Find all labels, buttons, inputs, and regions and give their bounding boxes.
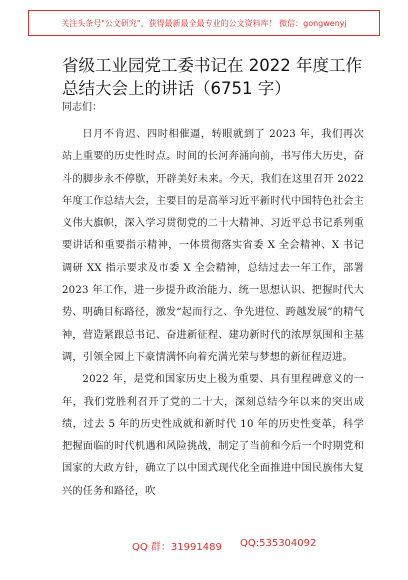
paragraph: 2022 年，是党和国家历史上极为重要、具有里程碑意义的一年，我们党胜利召开了党的二十大，深刻总结今年以来的突出成绩，过去 5 年的历史性成就和新时代 10 年的历史性变革，科学把握面临的时代机遇和风险挑战，制定了当前和今后一个时期党和国家的大政方针，确立了以中国式现代化全面推进中国民族伟大复兴的任务和路径，吹 — [62, 374, 364, 497]
qq-group-number: QQ 群：31991489 — [132, 542, 222, 553]
document-body — [62, 124, 364, 503]
header-banner-text: 关注头条号"公文研究"，获得最新最全最专业的公文资料库！ 微信：gongwenyj — [61, 18, 347, 28]
paragraph: 日月不肯迟、四时相催逼，转眼就到了 2023 年，我们再次站上重要的历史性时点。时间的长河奔涌向前，书写伟大历史，奋斗的脚步永不停歇，开辟美好未来。今天，我们在这里召开 2022 年度工作总结大会，主要目的是高举习近平新时代中国特色社会主义伟大旗帜，深入学习贯彻党的二十大精神、习近平总书记系列重要讲话和重要指示精神，一体贯彻落实省委 X 全会精神、X 书记调研 XX 指示要求及市委 X 全会精神，总结过去一年工作，部署 2023 年工作，进一步提升政治能力、统一思想认识、把握时代大势、明确目标路径，激发“起而行之、争先进位、跨越发展”的精气神，营造紧跟总书记、奋进新征程、建功新时代的浓厚氛围和主基调，引领全园上下豪情满怀向着充满光荣与梦想的新征程迈进。 — [62, 129, 364, 363]
header-banner — [28, 10, 380, 36]
document-title: 省级工业园党工委书记在 2022 年度工作总结大会上的讲话（6751 字） — [62, 56, 362, 98]
qq-contact-number: QQ:535304092 — [240, 538, 317, 549]
page-footer — [0, 538, 408, 552]
greeting: 同志们： — [62, 102, 102, 113]
